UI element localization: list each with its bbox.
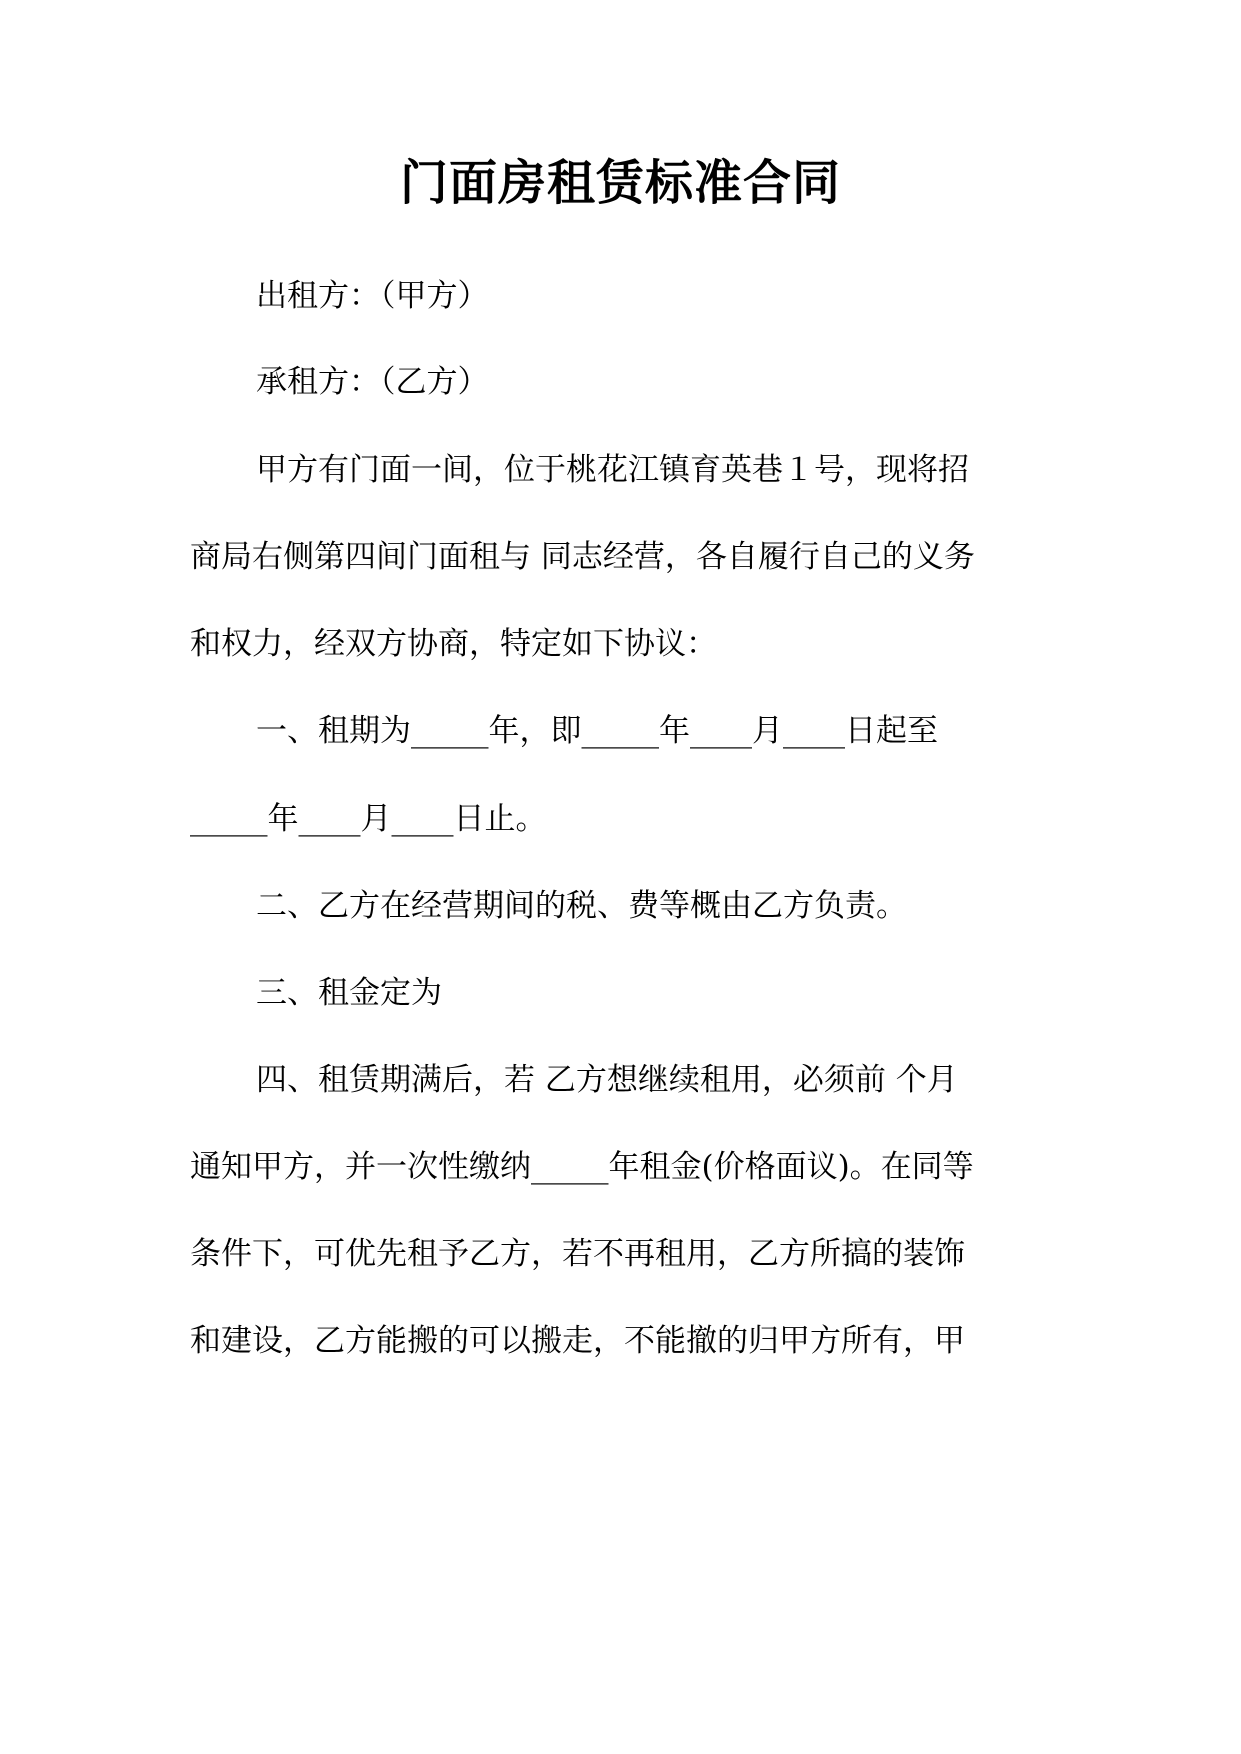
clause-1-line-1: 一、租期为_____年，即_____年____月____日起至 <box>256 713 938 749</box>
clause-1-line-2: _____年____月____日止。 <box>190 801 547 837</box>
intro-paragraph-line-1: 甲方有门面一间，位于桃花江镇育英巷１号，现将招 <box>256 452 969 488</box>
clause-4-line-1: 四、租赁期满后，若 乙方想继续租用，必须前 个月 <box>256 1062 958 1098</box>
clause-2-line: 二、乙方在经营期间的税、费等概由乙方负责。 <box>256 888 907 924</box>
clause-4-line-3: 条件下，可优先租予乙方，若不再租用，乙方所搞的装饰 <box>190 1236 965 1272</box>
lessor-line: 出租方：（甲方） <box>256 278 489 314</box>
clause-4-line-2: 通知甲方，并一次性缴纳_____年租金(价格面议)。在同等 <box>190 1149 974 1185</box>
clause-3-line: 三、租金定为 <box>256 975 442 1011</box>
document-title: 门面房租赁标准合同 <box>399 155 841 211</box>
intro-paragraph-line-3: 和权力，经双方协商，特定如下协议： <box>190 626 717 662</box>
clause-4-line-4: 和建设，乙方能搬的可以搬走，不能撤的归甲方所有，甲 <box>190 1323 965 1359</box>
intro-paragraph-line-2: 商局右侧第四间门面租与 同志经营，各自履行自己的义务 <box>190 539 975 575</box>
lessee-line: 承租方：（乙方） <box>256 364 489 400</box>
